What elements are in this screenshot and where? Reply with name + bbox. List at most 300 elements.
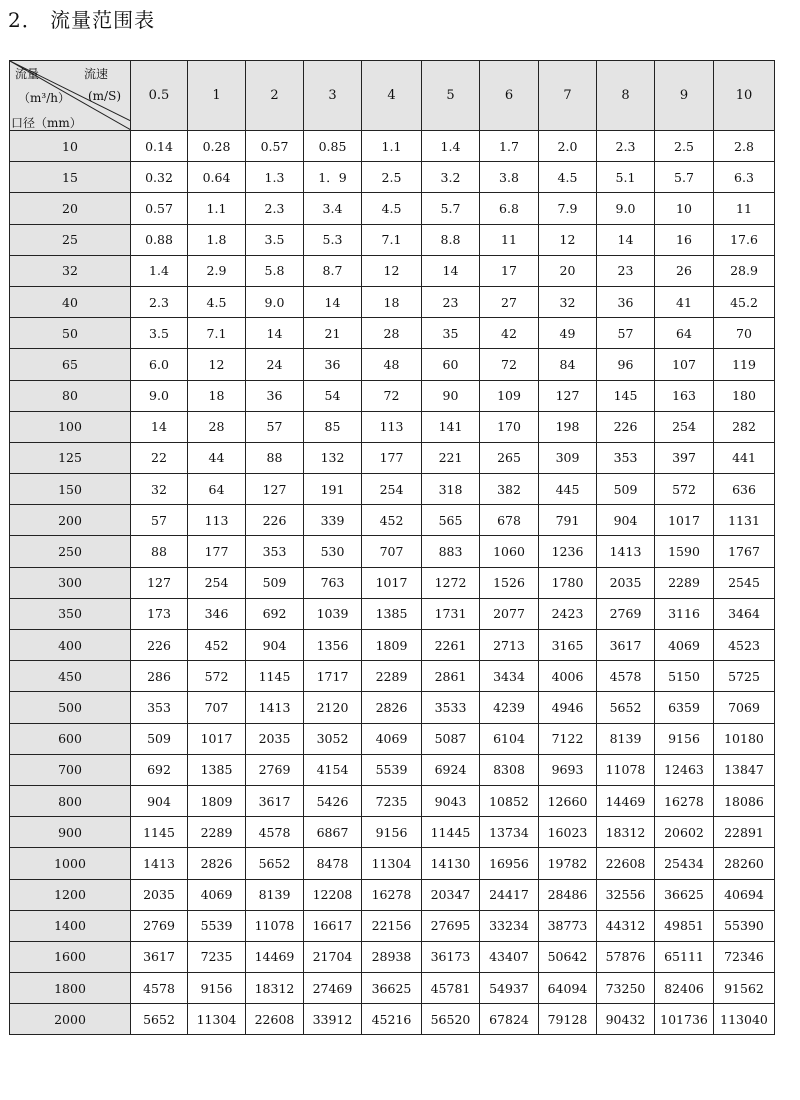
flow-value-cell: 163 [655,380,714,411]
velocity-header-cell: 8 [597,61,655,131]
flow-value-cell: 0.14 [131,131,188,162]
table-row [10,162,775,193]
flow-value-cell: 1526 [480,567,539,598]
flow-value-cell: 4523 [714,630,775,661]
flow-value-cell: 1731 [422,598,480,629]
flow-value-cell: 572 [655,474,714,505]
flow-value-cell: 1356 [304,630,362,661]
diameter-label: 口径（mm） [11,116,82,130]
flow-value-cell: 565 [422,505,480,536]
flow-label: 流量 [15,67,40,81]
diameter-cell: 80 [10,380,131,411]
flow-value-cell: 18 [188,380,246,411]
flow-value-cell: 12463 [655,754,714,785]
flow-value-cell: 904 [131,785,188,816]
table-row [10,567,775,598]
flow-value-cell: 127 [539,380,597,411]
flow-value-cell: 0.57 [246,131,304,162]
flow-value-cell: 32 [539,286,597,317]
table-row [10,785,775,816]
flow-value-cell: 11304 [362,848,422,879]
flow-value-cell: 3165 [539,630,597,661]
flow-value-cell: 883 [422,536,480,567]
flow-value-cell: 28 [362,318,422,349]
flow-value-cell: 5539 [362,754,422,785]
flow-value-cell: 16023 [539,817,597,848]
flow-value-cell: 170 [480,411,539,442]
flow-value-cell: 22608 [246,1004,304,1035]
flow-value-cell: 28 [188,411,246,442]
flow-value-cell: 346 [188,598,246,629]
flow-value-cell: 1017 [655,505,714,536]
flow-value-cell: 0.28 [188,131,246,162]
flow-value-cell: 2035 [597,567,655,598]
flow-value-cell: 4069 [188,879,246,910]
flow-value-cell: 36625 [362,973,422,1004]
flow-value-cell: 11078 [597,754,655,785]
flow-value-cell: 45216 [362,1004,422,1035]
table-row [10,598,775,629]
diameter-cell: 20 [10,193,131,224]
flow-value-cell: 3434 [480,661,539,692]
flow-value-cell: 441 [714,442,775,473]
flow-value-cell: 2769 [246,754,304,785]
flow-value-cell: 55390 [714,910,775,941]
flow-value-cell: 5087 [422,723,480,754]
diameter-cell: 800 [10,785,131,816]
flow-value-cell: 1060 [480,536,539,567]
flow-value-cell: 1413 [131,848,188,879]
flow-value-cell: 9043 [422,785,480,816]
velocity-header-cell: 2 [246,61,304,131]
flow-value-cell: 4.5 [362,193,422,224]
flow-value-cell: 1145 [246,661,304,692]
flow-value-cell: 21 [304,318,362,349]
table-row [10,349,775,380]
page-title: 2． 流量范围表 [8,8,156,32]
diameter-cell: 1200 [10,879,131,910]
velocity-header-cell: 1 [188,61,246,131]
flow-value-cell: 20 [539,255,597,286]
flow-value-cell: 4.5 [539,162,597,193]
flow-value-cell: 44 [188,442,246,473]
flow-value-cell: 11 [714,193,775,224]
diameter-cell: 40 [10,286,131,317]
velocity-header-cell: 9 [655,61,714,131]
flow-value-cell: 6359 [655,692,714,723]
flow-value-cell: 27 [480,286,539,317]
flow-value-cell: 56520 [422,1004,480,1035]
flow-value-cell: 16617 [304,910,362,941]
flow-value-cell: 5.7 [655,162,714,193]
diameter-cell: 200 [10,505,131,536]
flow-value-cell: 1780 [539,567,597,598]
flow-value-cell: 79128 [539,1004,597,1035]
table-row [10,723,775,754]
velocity-header-cell: 5 [422,61,480,131]
flow-value-cell: 0.57 [131,193,188,224]
flow-value-cell: 8139 [246,879,304,910]
flow-value-cell: 23 [422,286,480,317]
flow-value-cell: 452 [362,505,422,536]
flow-value-cell: 70 [714,318,775,349]
table-row [10,817,775,848]
flow-value-cell: 445 [539,474,597,505]
diameter-cell: 600 [10,723,131,754]
flow-value-cell: 3.8 [480,162,539,193]
flow-value-cell: 33234 [480,910,539,941]
flow-value-cell: 65111 [655,941,714,972]
flow-value-cell: 0.88 [131,224,188,255]
flow-value-cell: 3.5 [246,224,304,255]
flow-value-cell: 113040 [714,1004,775,1035]
diameter-cell: 65 [10,349,131,380]
flow-value-cell: 1385 [362,598,422,629]
flow-value-cell: 173 [131,598,188,629]
flow-value-cell: 4069 [362,723,422,754]
flow-value-cell: 113 [188,505,246,536]
flow-value-cell: 3617 [131,941,188,972]
flow-value-cell: 7235 [188,941,246,972]
flow-value-cell: 13734 [480,817,539,848]
flow-value-cell: 2289 [188,817,246,848]
flow-value-cell: 20347 [422,879,480,910]
flow-value-cell: 64094 [539,973,597,1004]
flow-value-cell: 2.3 [597,131,655,162]
flow-value-cell: 60 [422,349,480,380]
flow-value-cell: 14 [246,318,304,349]
flow-value-cell: 198 [539,411,597,442]
table-row [10,536,775,567]
velocity-header-cell: 7 [539,61,597,131]
flow-value-cell: 8.7 [304,255,362,286]
flow-value-cell: 1.8 [188,224,246,255]
flow-value-cell: 72 [362,380,422,411]
flow-value-cell: 45.2 [714,286,775,317]
flow-value-cell: 1236 [539,536,597,567]
flow-value-cell: 14469 [246,941,304,972]
flow-value-cell: 27695 [422,910,480,941]
flow-value-cell: 17.6 [714,224,775,255]
flow-value-cell: 3.5 [131,318,188,349]
flow-value-cell: 16 [655,224,714,255]
diameter-cell: 1400 [10,910,131,941]
flow-value-cell: 2.5 [362,162,422,193]
flow-value-cell: 54937 [480,973,539,1004]
flow-value-cell: 50642 [539,941,597,972]
flow-value-cell: 318 [422,474,480,505]
flow-value-cell: 12 [539,224,597,255]
flow-value-cell: 57 [131,505,188,536]
table-row [10,131,775,162]
flow-value-cell: 0.64 [188,162,246,193]
flow-value-cell: 1767 [714,536,775,567]
flow-value-cell: 72 [480,349,539,380]
diameter-cell: 25 [10,224,131,255]
flow-value-cell: 20602 [655,817,714,848]
flow-value-cell: 1017 [362,567,422,598]
diameter-cell: 10 [10,131,131,162]
flow-value-cell: 12 [362,255,422,286]
flow-value-cell: 141 [422,411,480,442]
flow-range-table [9,60,775,1035]
flow-value-cell: 27469 [304,973,362,1004]
flow-value-cell: 21704 [304,941,362,972]
flow-value-cell: 1.7 [480,131,539,162]
flow-value-cell: 707 [362,536,422,567]
flow-value-cell: 9693 [539,754,597,785]
table-row [10,411,775,442]
flow-value-cell: 10852 [480,785,539,816]
flow-value-cell: 84 [539,349,597,380]
flow-value-cell: 6104 [480,723,539,754]
flow-value-cell: 41 [655,286,714,317]
table-row [10,973,775,1004]
flow-value-cell: 309 [539,442,597,473]
table-row [10,661,775,692]
flow-value-cell: 2.8 [714,131,775,162]
flow-value-cell: 452 [188,630,246,661]
flow-value-cell: 5652 [597,692,655,723]
flow-value-cell: 22 [131,442,188,473]
flow-value-cell: 90 [422,380,480,411]
flow-value-cell: 2120 [304,692,362,723]
flow-value-cell: 254 [655,411,714,442]
flow-value-cell: 16278 [655,785,714,816]
flow-value-cell: 88 [131,536,188,567]
flow-value-cell: 1809 [362,630,422,661]
flow-value-cell: 1.1 [362,131,422,162]
flow-value-cell: 101736 [655,1004,714,1035]
flow-value-cell: 4578 [131,973,188,1004]
flow-value-cell: 2.0 [539,131,597,162]
flow-value-cell: 43407 [480,941,539,972]
velocity-header-cell: 3 [304,61,362,131]
flow-value-cell: 353 [131,692,188,723]
flow-value-cell: 11304 [188,1004,246,1035]
flow-value-cell: 32 [131,474,188,505]
diameter-cell: 300 [10,567,131,598]
diameter-cell: 400 [10,630,131,661]
table-row [10,941,775,972]
diameter-cell: 150 [10,474,131,505]
flow-value-cell: 127 [246,474,304,505]
table-row [10,630,775,661]
flow-value-cell: 707 [188,692,246,723]
table-row [10,879,775,910]
flow-value-cell: 763 [304,567,362,598]
flow-value-cell: 145 [597,380,655,411]
flow-value-cell: 397 [655,442,714,473]
flow-value-cell: 4946 [539,692,597,723]
flow-value-cell: 5426 [304,785,362,816]
flow-value-cell: 1017 [188,723,246,754]
diameter-cell: 900 [10,817,131,848]
flow-value-cell: 7122 [539,723,597,754]
flow-value-cell: 7235 [362,785,422,816]
flow-value-cell: 119 [714,349,775,380]
flow-value-cell: 282 [714,411,775,442]
table-row [10,754,775,785]
flow-value-cell: 35 [422,318,480,349]
velocity-header-cell: 4 [362,61,422,131]
flow-value-cell: 18312 [246,973,304,1004]
table-row [10,318,775,349]
flow-value-cell: 36 [246,380,304,411]
flow-value-cell: 9.0 [246,286,304,317]
flow-value-cell: 64 [188,474,246,505]
flow-value-cell: 3533 [422,692,480,723]
diameter-cell: 350 [10,598,131,629]
flow-value-cell: 226 [131,630,188,661]
flow-value-cell: 2077 [480,598,539,629]
diameter-cell: 250 [10,536,131,567]
flow-value-cell: 1.4 [131,255,188,286]
flow-value-cell: 4578 [597,661,655,692]
flow-value-cell: 177 [362,442,422,473]
diameter-cell: 500 [10,692,131,723]
flow-value-cell: 16956 [480,848,539,879]
flow-value-cell: 3464 [714,598,775,629]
table-body [10,131,775,1035]
flow-value-cell: 14130 [422,848,480,879]
velocity-header-cell: 10 [714,61,775,131]
flow-value-cell: 1717 [304,661,362,692]
flow-value-cell: 28938 [362,941,422,972]
flow-value-cell: 1039 [304,598,362,629]
flow-value-cell: 5.1 [597,162,655,193]
flow-value-cell: 177 [188,536,246,567]
flow-value-cell: 382 [480,474,539,505]
flow-value-cell: 40694 [714,879,775,910]
flow-value-cell: 38773 [539,910,597,941]
flow-value-cell: 67824 [480,1004,539,1035]
table-row [10,224,775,255]
flow-value-cell: 2289 [655,567,714,598]
flow-value-cell: 64 [655,318,714,349]
flow-value-cell: 1385 [188,754,246,785]
flow-value-cell: 2423 [539,598,597,629]
flow-value-cell: 5652 [246,848,304,879]
table-row [10,193,775,224]
flow-value-cell: 9156 [362,817,422,848]
flow-value-cell: 1.3 [246,162,304,193]
flow-value-cell: 3116 [655,598,714,629]
diameter-cell: 1000 [10,848,131,879]
flow-unit-label: （m³/h） [18,91,70,105]
flow-value-cell: 16278 [362,879,422,910]
flow-value-cell: 2035 [246,723,304,754]
flow-value-cell: 0.85 [304,131,362,162]
flow-value-cell: 5.8 [246,255,304,286]
flow-value-cell: 265 [480,442,539,473]
flow-value-cell: 3617 [246,785,304,816]
flow-value-cell: 226 [246,505,304,536]
flow-value-cell: 5652 [131,1004,188,1035]
flow-value-cell: 9.0 [597,193,655,224]
flow-value-cell: 692 [131,754,188,785]
flow-value-cell: 11 [480,224,539,255]
velocity-unit-label: (m/S) [88,89,122,103]
flow-value-cell: 2545 [714,567,775,598]
flow-value-cell: 57 [597,318,655,349]
flow-value-cell: 48 [362,349,422,380]
flow-value-cell: 509 [131,723,188,754]
flow-value-cell: 18086 [714,785,775,816]
flow-value-cell: 1272 [422,567,480,598]
flow-value-cell: 509 [597,474,655,505]
flow-value-cell: 6.3 [714,162,775,193]
flow-value-cell: 42 [480,318,539,349]
flow-value-cell: 1590 [655,536,714,567]
flow-value-cell: 22608 [597,848,655,879]
flow-value-cell: 904 [246,630,304,661]
flow-value-cell: 14 [304,286,362,317]
flow-value-cell: 3.2 [422,162,480,193]
flow-value-cell: 2826 [362,692,422,723]
flow-value-cell: 33912 [304,1004,362,1035]
velocity-header-cell: 6 [480,61,539,131]
flow-value-cell: 4069 [655,630,714,661]
flow-value-cell: 12660 [539,785,597,816]
table-row [10,474,775,505]
flow-value-cell: 9156 [655,723,714,754]
flow-value-cell: 12208 [304,879,362,910]
flow-value-cell: 5.3 [304,224,362,255]
flow-value-cell: 22891 [714,817,775,848]
flow-value-cell: 636 [714,474,775,505]
flow-value-cell: 18312 [597,817,655,848]
diameter-cell: 450 [10,661,131,692]
flow-value-cell: 10180 [714,723,775,754]
flow-value-cell: 254 [188,567,246,598]
flow-value-cell: 286 [131,661,188,692]
flow-value-cell: 8308 [480,754,539,785]
flow-value-cell: 3617 [597,630,655,661]
flow-value-cell: 226 [597,411,655,442]
flow-value-cell: 54 [304,380,362,411]
flow-value-cell: 2.5 [655,131,714,162]
flow-value-cell: 2769 [131,910,188,941]
flow-value-cell: 17 [480,255,539,286]
flow-value-cell: 36625 [655,879,714,910]
flow-value-cell: 2826 [188,848,246,879]
flow-value-cell: 49851 [655,910,714,941]
flow-value-cell: 221 [422,442,480,473]
flow-value-cell: 4154 [304,754,362,785]
diameter-cell: 1800 [10,973,131,1004]
flow-value-cell: 1413 [597,536,655,567]
flow-value-cell: 5539 [188,910,246,941]
flow-value-cell: 82406 [655,973,714,1004]
flow-value-cell: 44312 [597,910,655,941]
diameter-cell: 700 [10,754,131,785]
flow-value-cell: 10 [655,193,714,224]
flow-value-cell: 2.9 [188,255,246,286]
flow-value-cell: 7.9 [539,193,597,224]
table-row [10,910,775,941]
diameter-cell: 50 [10,318,131,349]
flow-value-cell: 1.4 [422,131,480,162]
flow-value-cell: 6.0 [131,349,188,380]
table-row [10,1004,775,1035]
diameter-cell: 1600 [10,941,131,972]
flow-value-cell: 3052 [304,723,362,754]
flow-value-cell: 7.1 [362,224,422,255]
flow-value-cell: 1413 [246,692,304,723]
flow-value-cell: 2769 [597,598,655,629]
diameter-cell: 2000 [10,1004,131,1035]
